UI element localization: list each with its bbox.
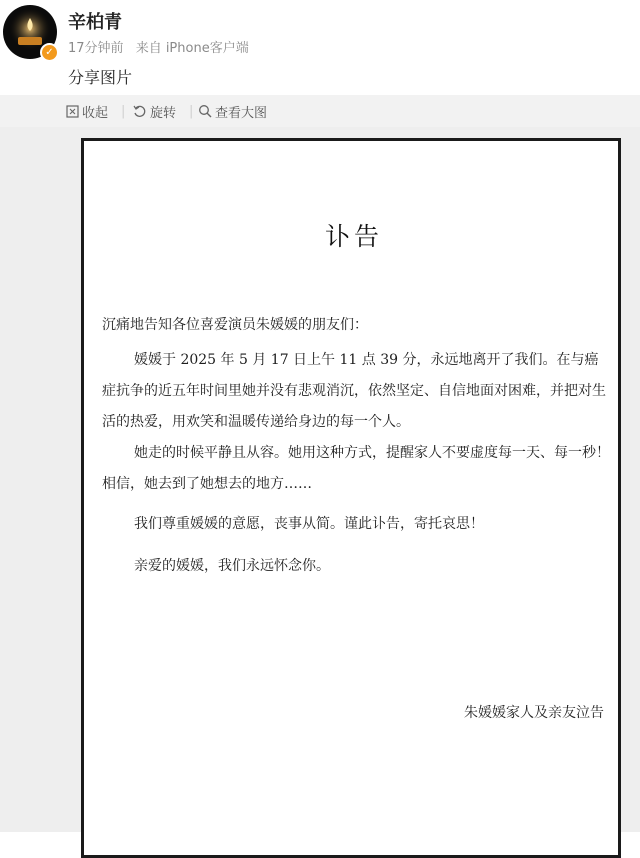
obituary-paragraph: 媛媛于 2025 年 5 月 17 日上午 11 点 39 分，永远地离开了我们。在与癌症抗争的近五年时间里她并没有悲观消沉，依然坚定、自信地面对困难，并把对生活的热爱，用欢笑和温暖传递给身边的每一个人。 xyxy=(102,352,606,430)
obituary-paragraph: 我们尊重媛媛的意愿，丧事从简。谨此讣告，寄托哀思！ xyxy=(134,516,484,532)
rotate-icon xyxy=(133,104,147,118)
rotate-label: 旋转 xyxy=(150,105,177,121)
obituary-title: 讣告 xyxy=(324,222,383,251)
obituary-paragraph: 亲爱的媛媛，我们永远怀念你。 xyxy=(134,558,330,574)
collapse-label: 收起 xyxy=(82,105,109,121)
verified-badge-icon: ✓ xyxy=(40,43,59,62)
collapse-button[interactable]: 收起 | xyxy=(66,101,125,121)
image-toolbar xyxy=(0,95,640,127)
post-meta xyxy=(68,37,249,56)
username[interactable]: 辛柏青 xyxy=(68,12,122,33)
view-large-label: 查看大图 xyxy=(215,105,268,121)
magnify-icon xyxy=(198,104,212,118)
obituary-paragraph: 她走的时候平静且从容。她用这种方式，提醒家人不要虚度每一天、每一秒！相信，她去到了她想去的地方…… xyxy=(102,445,610,492)
view-large-button[interactable] xyxy=(198,101,267,121)
obituary-salutation: 沉痛地告知各位喜爱演员朱媛媛的朋友们： xyxy=(102,317,368,333)
post-caption: 分享图片 xyxy=(68,68,133,87)
post-source: 来自 iPhone客户端 xyxy=(135,41,249,56)
obituary-image[interactable] xyxy=(81,138,621,858)
collapse-icon xyxy=(66,105,79,118)
post-header xyxy=(0,0,640,95)
rotate-button[interactable]: 旋转 | xyxy=(133,101,193,121)
obituary-signature: 朱媛媛家人及亲友泣告 xyxy=(464,705,604,721)
post-time[interactable]: 17分钟前 xyxy=(68,41,124,56)
